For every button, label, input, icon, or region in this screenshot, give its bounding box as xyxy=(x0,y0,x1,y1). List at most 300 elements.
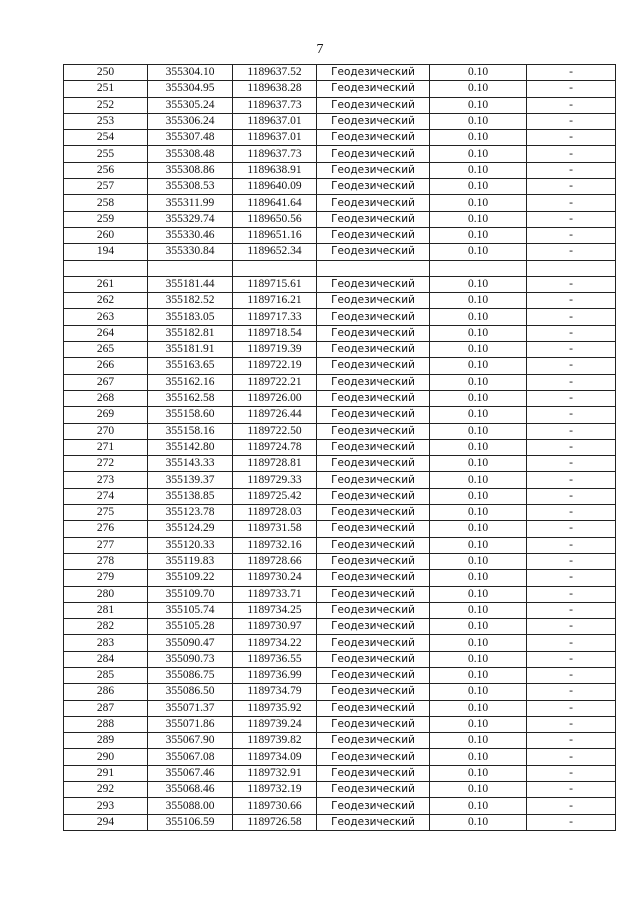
x-coordinate-cell: 355067.46 xyxy=(148,765,233,781)
table-row xyxy=(64,553,616,569)
point-number-cell: 257 xyxy=(64,179,148,195)
point-number-cell: 277 xyxy=(64,537,148,553)
accuracy-cell: 0.10 xyxy=(430,195,527,211)
table-row xyxy=(64,146,616,162)
note-cell: - xyxy=(527,309,616,325)
y-coordinate-cell: 1189729.33 xyxy=(233,472,317,488)
note-cell: - xyxy=(527,439,616,455)
y-coordinate-cell: 1189728.81 xyxy=(233,456,317,472)
table-row xyxy=(64,570,616,586)
method-cell: Геодезический xyxy=(317,342,430,358)
note-cell: - xyxy=(527,488,616,504)
accuracy-cell: 0.10 xyxy=(430,488,527,504)
point-number-cell: 267 xyxy=(64,374,148,390)
x-coordinate-cell: 355071.37 xyxy=(148,700,233,716)
accuracy-cell: 0.10 xyxy=(430,667,527,683)
point-number-cell: 251 xyxy=(64,81,148,97)
y-coordinate-cell: 1189736.55 xyxy=(233,651,317,667)
note-cell: - xyxy=(527,684,616,700)
note-cell: - xyxy=(527,81,616,97)
x-coordinate-cell: 355182.52 xyxy=(148,293,233,309)
method-cell: Геодезический xyxy=(317,635,430,651)
note-cell: - xyxy=(527,146,616,162)
method-cell: Геодезический xyxy=(317,211,430,227)
table-row xyxy=(64,325,616,341)
accuracy-cell: 0.10 xyxy=(430,619,527,635)
x-coordinate-cell: 355109.70 xyxy=(148,586,233,602)
accuracy-cell: 0.10 xyxy=(430,602,527,618)
method-cell: Геодезический xyxy=(317,749,430,765)
table-row xyxy=(64,130,616,146)
table-row xyxy=(64,81,616,97)
note-cell: - xyxy=(527,537,616,553)
accuracy-cell: 0.10 xyxy=(430,798,527,814)
method-cell: Геодезический xyxy=(317,146,430,162)
y-coordinate-cell: 1189637.52 xyxy=(233,65,317,81)
point-number-cell: 266 xyxy=(64,358,148,374)
note-cell: - xyxy=(527,716,616,732)
table-row xyxy=(64,814,616,830)
note-cell: - xyxy=(527,162,616,178)
x-coordinate-cell: 355105.74 xyxy=(148,602,233,618)
note-cell: - xyxy=(527,472,616,488)
point-number-cell: 272 xyxy=(64,456,148,472)
note-cell: - xyxy=(527,635,616,651)
accuracy-cell: 0.10 xyxy=(430,358,527,374)
note-cell: - xyxy=(527,619,616,635)
y-coordinate-cell: 1189718.54 xyxy=(233,325,317,341)
accuracy-cell: 0.10 xyxy=(430,309,527,325)
accuracy-cell: 0.10 xyxy=(430,472,527,488)
accuracy-cell: 0.10 xyxy=(430,374,527,390)
coordinates-table xyxy=(63,64,616,831)
accuracy-cell: 0.10 xyxy=(430,293,527,309)
accuracy-cell: 0.10 xyxy=(430,244,527,260)
table-row xyxy=(64,684,616,700)
y-coordinate-cell: 1189734.25 xyxy=(233,602,317,618)
table-row xyxy=(64,456,616,472)
method-cell: Геодезический xyxy=(317,293,430,309)
x-coordinate-cell: 355143.33 xyxy=(148,456,233,472)
x-coordinate-cell: 355182.81 xyxy=(148,325,233,341)
x-coordinate-cell: 355181.91 xyxy=(148,342,233,358)
point-number-cell: 281 xyxy=(64,602,148,618)
note-cell: - xyxy=(527,293,616,309)
note-cell: - xyxy=(527,342,616,358)
x-coordinate-cell: 355162.58 xyxy=(148,390,233,406)
y-coordinate-cell: 1189638.91 xyxy=(233,162,317,178)
x-coordinate-cell xyxy=(148,260,233,276)
note-cell: - xyxy=(527,814,616,830)
note-cell: - xyxy=(527,211,616,227)
method-cell: Геодезический xyxy=(317,602,430,618)
table-row xyxy=(64,293,616,309)
table-row xyxy=(64,733,616,749)
table-row xyxy=(64,586,616,602)
table-row xyxy=(64,195,616,211)
table-row xyxy=(64,635,616,651)
accuracy-cell: 0.10 xyxy=(430,570,527,586)
point-number-cell: 284 xyxy=(64,651,148,667)
method-cell: Геодезический xyxy=(317,325,430,341)
method-cell: Геодезический xyxy=(317,81,430,97)
x-coordinate-cell: 355068.46 xyxy=(148,782,233,798)
accuracy-cell: 0.10 xyxy=(430,342,527,358)
x-coordinate-cell: 355308.86 xyxy=(148,162,233,178)
y-coordinate-cell: 1189719.39 xyxy=(233,342,317,358)
note-cell: - xyxy=(527,733,616,749)
note-cell: - xyxy=(527,130,616,146)
accuracy-cell: 0.10 xyxy=(430,227,527,243)
note-cell: - xyxy=(527,244,616,260)
note-cell: - xyxy=(527,423,616,439)
method-cell: Геодезический xyxy=(317,765,430,781)
x-coordinate-cell: 355120.33 xyxy=(148,537,233,553)
table-row xyxy=(64,358,616,374)
y-coordinate-cell: 1189730.24 xyxy=(233,570,317,586)
y-coordinate-cell: 1189734.79 xyxy=(233,684,317,700)
x-coordinate-cell: 355105.28 xyxy=(148,619,233,635)
y-coordinate-cell: 1189722.50 xyxy=(233,423,317,439)
accuracy-cell: 0.10 xyxy=(430,635,527,651)
method-cell: Геодезический xyxy=(317,684,430,700)
y-coordinate-cell: 1189726.00 xyxy=(233,390,317,406)
accuracy-cell: 0.10 xyxy=(430,651,527,667)
table-row xyxy=(64,521,616,537)
accuracy-cell: 0.10 xyxy=(430,179,527,195)
table-row xyxy=(64,602,616,618)
accuracy-cell: 0.10 xyxy=(430,814,527,830)
x-coordinate-cell: 355162.16 xyxy=(148,374,233,390)
point-number-cell: 291 xyxy=(64,765,148,781)
x-coordinate-cell: 355183.05 xyxy=(148,309,233,325)
point-number-cell: 250 xyxy=(64,65,148,81)
table-row xyxy=(64,505,616,521)
point-number-cell: 288 xyxy=(64,716,148,732)
coordinates-table-body xyxy=(64,65,616,831)
point-number-cell: 283 xyxy=(64,635,148,651)
table-row xyxy=(64,798,616,814)
method-cell: Геодезический xyxy=(317,570,430,586)
point-number-cell: 270 xyxy=(64,423,148,439)
y-coordinate-cell: 1189717.33 xyxy=(233,309,317,325)
table-row xyxy=(64,667,616,683)
y-coordinate-cell: 1189637.73 xyxy=(233,97,317,113)
table-row xyxy=(64,162,616,178)
x-coordinate-cell: 355330.46 xyxy=(148,227,233,243)
note-cell: - xyxy=(527,700,616,716)
point-number-cell: 292 xyxy=(64,782,148,798)
x-coordinate-cell: 355305.24 xyxy=(148,97,233,113)
note-cell: - xyxy=(527,505,616,521)
accuracy-cell: 0.10 xyxy=(430,65,527,81)
method-cell: Геодезический xyxy=(317,390,430,406)
accuracy-cell xyxy=(430,260,527,276)
method-cell: Геодезический xyxy=(317,798,430,814)
point-number-cell: 274 xyxy=(64,488,148,504)
y-coordinate-cell: 1189637.73 xyxy=(233,146,317,162)
y-coordinate-cell: 1189732.91 xyxy=(233,765,317,781)
method-cell: Геодезический xyxy=(317,505,430,521)
method-cell: Геодезический xyxy=(317,619,430,635)
point-number-cell: 252 xyxy=(64,97,148,113)
y-coordinate-cell: 1189732.19 xyxy=(233,782,317,798)
x-coordinate-cell: 355071.86 xyxy=(148,716,233,732)
accuracy-cell: 0.10 xyxy=(430,211,527,227)
x-coordinate-cell: 355306.24 xyxy=(148,113,233,129)
accuracy-cell: 0.10 xyxy=(430,716,527,732)
note-cell: - xyxy=(527,570,616,586)
x-coordinate-cell: 355086.75 xyxy=(148,667,233,683)
y-coordinate-cell: 1189733.71 xyxy=(233,586,317,602)
accuracy-cell: 0.10 xyxy=(430,162,527,178)
accuracy-cell: 0.10 xyxy=(430,521,527,537)
y-coordinate-cell: 1189739.24 xyxy=(233,716,317,732)
y-coordinate-cell: 1189728.66 xyxy=(233,553,317,569)
table-row xyxy=(64,374,616,390)
table-row xyxy=(64,97,616,113)
method-cell: Геодезический xyxy=(317,407,430,423)
accuracy-cell: 0.10 xyxy=(430,684,527,700)
point-number-cell: 265 xyxy=(64,342,148,358)
x-coordinate-cell: 355308.48 xyxy=(148,146,233,162)
method-cell: Геодезический xyxy=(317,374,430,390)
y-coordinate-cell: 1189736.99 xyxy=(233,667,317,683)
x-coordinate-cell: 355329.74 xyxy=(148,211,233,227)
method-cell: Геодезический xyxy=(317,456,430,472)
y-coordinate-cell: 1189730.97 xyxy=(233,619,317,635)
accuracy-cell: 0.10 xyxy=(430,782,527,798)
point-number-cell: 260 xyxy=(64,227,148,243)
x-coordinate-cell: 355311.99 xyxy=(148,195,233,211)
point-number-cell: 258 xyxy=(64,195,148,211)
table-row xyxy=(64,309,616,325)
table-row xyxy=(64,488,616,504)
point-number-cell: 279 xyxy=(64,570,148,586)
method-cell: Геодезический xyxy=(317,423,430,439)
table-row xyxy=(64,227,616,243)
method-cell: Геодезический xyxy=(317,667,430,683)
note-cell: - xyxy=(527,390,616,406)
point-number-cell: 286 xyxy=(64,684,148,700)
point-number-cell: 256 xyxy=(64,162,148,178)
table-row xyxy=(64,472,616,488)
table-row xyxy=(64,537,616,553)
point-number-cell: 268 xyxy=(64,390,148,406)
y-coordinate-cell: 1189650.56 xyxy=(233,211,317,227)
method-cell: Геодезический xyxy=(317,553,430,569)
table-row xyxy=(64,179,616,195)
table-row xyxy=(64,700,616,716)
point-number-cell: 255 xyxy=(64,146,148,162)
note-cell: - xyxy=(527,586,616,602)
x-coordinate-cell: 355119.83 xyxy=(148,553,233,569)
method-cell: Геодезический xyxy=(317,97,430,113)
note-cell: - xyxy=(527,374,616,390)
x-coordinate-cell: 355138.85 xyxy=(148,488,233,504)
point-number-cell: 264 xyxy=(64,325,148,341)
x-coordinate-cell: 355124.29 xyxy=(148,521,233,537)
y-coordinate-cell: 1189728.03 xyxy=(233,505,317,521)
table-row xyxy=(64,390,616,406)
method-cell: Геодезический xyxy=(317,130,430,146)
point-number-cell: 253 xyxy=(64,113,148,129)
note-cell: - xyxy=(527,325,616,341)
table-row xyxy=(64,765,616,781)
method-cell: Геодезический xyxy=(317,472,430,488)
point-number-cell: 261 xyxy=(64,276,148,292)
x-coordinate-cell: 355106.59 xyxy=(148,814,233,830)
point-number-cell: 259 xyxy=(64,211,148,227)
page-number: 7 xyxy=(316,42,324,57)
table-row xyxy=(64,749,616,765)
table-row xyxy=(64,619,616,635)
x-coordinate-cell: 355139.37 xyxy=(148,472,233,488)
accuracy-cell: 0.10 xyxy=(430,505,527,521)
y-coordinate-cell: 1189651.16 xyxy=(233,227,317,243)
point-number-cell: 276 xyxy=(64,521,148,537)
note-cell: - xyxy=(527,553,616,569)
note-cell: - xyxy=(527,195,616,211)
method-cell: Геодезический xyxy=(317,179,430,195)
x-coordinate-cell: 355109.22 xyxy=(148,570,233,586)
method-cell: Геодезический xyxy=(317,733,430,749)
point-number-cell: 275 xyxy=(64,505,148,521)
x-coordinate-cell: 355090.73 xyxy=(148,651,233,667)
method-cell: Геодезический xyxy=(317,113,430,129)
accuracy-cell: 0.10 xyxy=(430,81,527,97)
table-row xyxy=(64,716,616,732)
accuracy-cell: 0.10 xyxy=(430,765,527,781)
point-number-cell: 280 xyxy=(64,586,148,602)
method-cell: Геодезический xyxy=(317,244,430,260)
accuracy-cell: 0.10 xyxy=(430,325,527,341)
method-cell: Геодезический xyxy=(317,488,430,504)
x-coordinate-cell: 355304.95 xyxy=(148,81,233,97)
y-coordinate-cell: 1189726.58 xyxy=(233,814,317,830)
table-row xyxy=(64,342,616,358)
note-cell: - xyxy=(527,765,616,781)
table-row xyxy=(64,276,616,292)
y-coordinate-cell: 1189732.16 xyxy=(233,537,317,553)
note-cell: - xyxy=(527,276,616,292)
method-cell: Геодезический xyxy=(317,537,430,553)
table-row xyxy=(64,65,616,81)
point-number-cell: 262 xyxy=(64,293,148,309)
point-number-cell: 293 xyxy=(64,798,148,814)
point-number-cell: 271 xyxy=(64,439,148,455)
y-coordinate-cell: 1189637.01 xyxy=(233,113,317,129)
method-cell xyxy=(317,260,430,276)
accuracy-cell: 0.10 xyxy=(430,130,527,146)
accuracy-cell: 0.10 xyxy=(430,553,527,569)
method-cell: Геодезический xyxy=(317,195,430,211)
accuracy-cell: 0.10 xyxy=(430,390,527,406)
accuracy-cell: 0.10 xyxy=(430,733,527,749)
method-cell: Геодезический xyxy=(317,309,430,325)
y-coordinate-cell: 1189724.78 xyxy=(233,439,317,455)
point-number-cell: 269 xyxy=(64,407,148,423)
y-coordinate-cell: 1189722.19 xyxy=(233,358,317,374)
x-coordinate-cell: 355086.50 xyxy=(148,684,233,700)
y-coordinate-cell: 1189716.21 xyxy=(233,293,317,309)
point-number-cell xyxy=(64,260,148,276)
accuracy-cell: 0.10 xyxy=(430,456,527,472)
note-cell: - xyxy=(527,113,616,129)
table-row xyxy=(64,423,616,439)
method-cell: Геодезический xyxy=(317,358,430,374)
point-number-cell: 289 xyxy=(64,733,148,749)
accuracy-cell: 0.10 xyxy=(430,537,527,553)
note-cell: - xyxy=(527,456,616,472)
note-cell: - xyxy=(527,358,616,374)
note-cell: - xyxy=(527,667,616,683)
accuracy-cell: 0.10 xyxy=(430,276,527,292)
note-cell: - xyxy=(527,179,616,195)
method-cell: Геодезический xyxy=(317,227,430,243)
note-cell xyxy=(527,260,616,276)
y-coordinate-cell: 1189641.64 xyxy=(233,195,317,211)
x-coordinate-cell: 355307.48 xyxy=(148,130,233,146)
method-cell: Геодезический xyxy=(317,276,430,292)
accuracy-cell: 0.10 xyxy=(430,586,527,602)
accuracy-cell: 0.10 xyxy=(430,97,527,113)
method-cell: Геодезический xyxy=(317,700,430,716)
x-coordinate-cell: 355158.16 xyxy=(148,423,233,439)
y-coordinate-cell: 1189735.92 xyxy=(233,700,317,716)
x-coordinate-cell: 355308.53 xyxy=(148,179,233,195)
y-coordinate-cell: 1189652.34 xyxy=(233,244,317,260)
x-coordinate-cell: 355181.44 xyxy=(148,276,233,292)
point-number-cell: 254 xyxy=(64,130,148,146)
method-cell: Геодезический xyxy=(317,814,430,830)
method-cell: Геодезический xyxy=(317,716,430,732)
point-number-cell: 278 xyxy=(64,553,148,569)
point-number-cell: 282 xyxy=(64,619,148,635)
point-number-cell: 294 xyxy=(64,814,148,830)
method-cell: Геодезический xyxy=(317,162,430,178)
y-coordinate-cell xyxy=(233,260,317,276)
x-coordinate-cell: 355067.08 xyxy=(148,749,233,765)
table-row xyxy=(64,244,616,260)
y-coordinate-cell: 1189730.66 xyxy=(233,798,317,814)
note-cell: - xyxy=(527,602,616,618)
y-coordinate-cell: 1189739.82 xyxy=(233,733,317,749)
y-coordinate-cell: 1189734.09 xyxy=(233,749,317,765)
table-row xyxy=(64,439,616,455)
table-row xyxy=(64,113,616,129)
accuracy-cell: 0.10 xyxy=(430,700,527,716)
x-coordinate-cell: 355163.65 xyxy=(148,358,233,374)
accuracy-cell: 0.10 xyxy=(430,439,527,455)
x-coordinate-cell: 355304.10 xyxy=(148,65,233,81)
accuracy-cell: 0.10 xyxy=(430,423,527,439)
table-row xyxy=(64,211,616,227)
method-cell: Геодезический xyxy=(317,586,430,602)
note-cell: - xyxy=(527,749,616,765)
x-coordinate-cell: 355158.60 xyxy=(148,407,233,423)
table-row xyxy=(64,651,616,667)
point-number-cell: 273 xyxy=(64,472,148,488)
x-coordinate-cell: 355330.84 xyxy=(148,244,233,260)
method-cell: Геодезический xyxy=(317,651,430,667)
y-coordinate-cell: 1189726.44 xyxy=(233,407,317,423)
note-cell: - xyxy=(527,521,616,537)
y-coordinate-cell: 1189722.21 xyxy=(233,374,317,390)
y-coordinate-cell: 1189637.01 xyxy=(233,130,317,146)
note-cell: - xyxy=(527,227,616,243)
note-cell: - xyxy=(527,782,616,798)
